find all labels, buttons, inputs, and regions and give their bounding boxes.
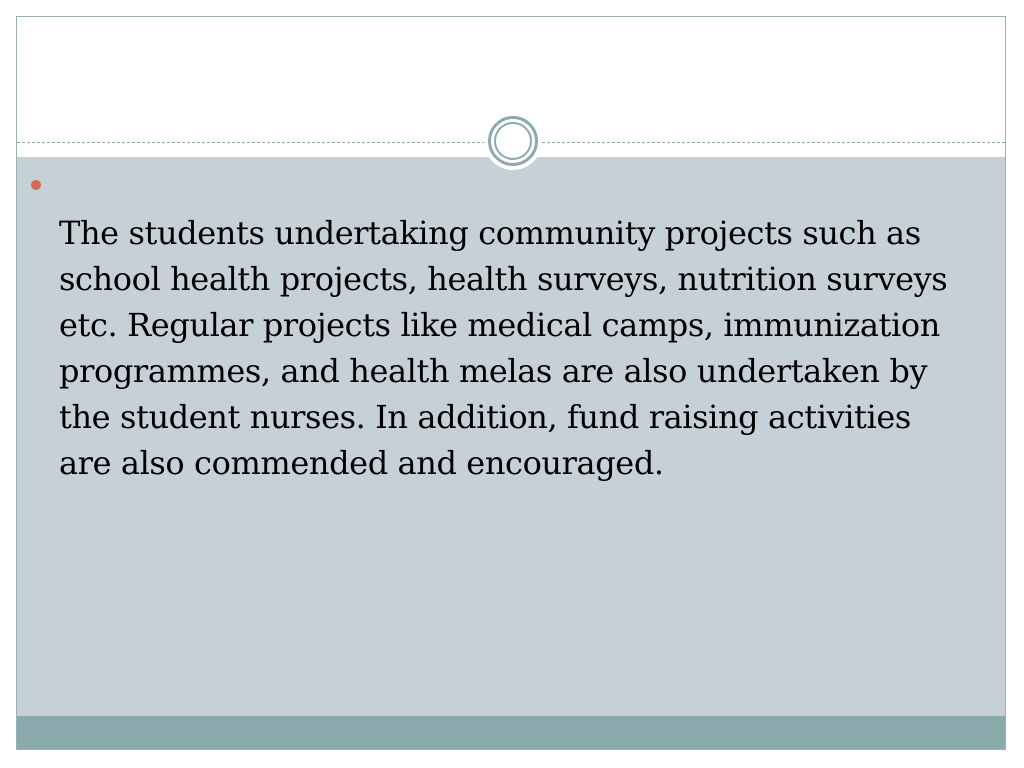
bullet-dot-icon	[31, 180, 41, 190]
footer-band	[17, 716, 1005, 750]
bullet-text: The students undertaking community projects such as school health projects, health surveys, nutrition surveys etc. Regular projects like medical camps, immunization programmes, and health melas are also undertaken by the student nurses. In addition, fund raising activities are also commended and encouraged.	[59, 214, 948, 482]
ornament-inner-ring	[494, 122, 532, 160]
circle-ornament-icon	[484, 112, 542, 170]
